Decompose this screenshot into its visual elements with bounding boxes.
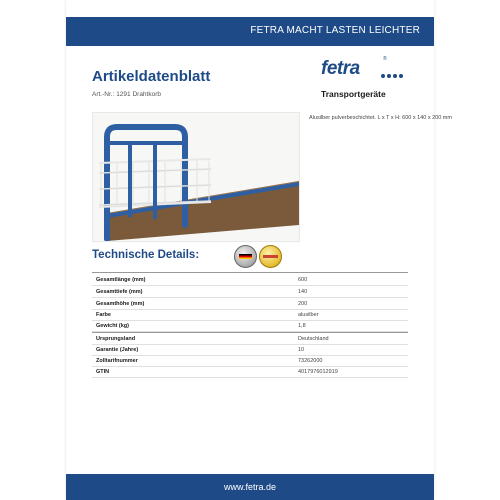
document-title: Artikeldatenblatt bbox=[92, 68, 211, 85]
spec-row-color bbox=[92, 311, 408, 321]
spec-value: Deutschland bbox=[298, 336, 329, 342]
fetra-logo bbox=[321, 56, 387, 80]
spec-label: Garantie (Jahre) bbox=[96, 347, 139, 353]
header-bar bbox=[66, 17, 434, 46]
spec-row-weight bbox=[92, 322, 408, 332]
spec-row-depth bbox=[92, 288, 408, 298]
spec-value: 140 bbox=[298, 289, 308, 295]
logo-subtitle: Transportgeräte bbox=[321, 89, 386, 99]
spec-row-gtin bbox=[92, 368, 408, 378]
data-sheet-page bbox=[66, 0, 452, 500]
spec-value: 200 bbox=[298, 301, 308, 307]
logo-dots bbox=[381, 74, 403, 78]
spec-value: 1,8 bbox=[298, 323, 306, 329]
spec-value: 73262000 bbox=[298, 358, 323, 364]
spec-label: Farbe bbox=[96, 312, 111, 318]
specs-group-rule bbox=[92, 332, 408, 333]
german-quality-badge-icon bbox=[234, 245, 257, 268]
spec-label: Gewicht (kg) bbox=[96, 323, 130, 329]
spec-label: Gesamtlänge (mm) bbox=[96, 277, 146, 283]
technical-heading: Technische Details: bbox=[92, 249, 200, 261]
spec-label: GTIN bbox=[96, 369, 110, 375]
spec-value: 10 bbox=[298, 347, 305, 353]
spec-label: Ursprungsland bbox=[96, 336, 136, 342]
product-description: Alusilber pulverbeschichtet. L x T x H: 600 x 140 x 200 mm bbox=[309, 115, 452, 121]
wire-basket-illustration bbox=[93, 113, 299, 241]
footer-bar bbox=[66, 474, 434, 500]
article-number: Art.-Nr.: 1291 Drahtkorb bbox=[92, 91, 161, 98]
spec-row-origin bbox=[92, 335, 408, 345]
header-slogan: FETRA MACHT LASTEN LEICHTER bbox=[250, 25, 420, 36]
footer-url[interactable]: www.fetra.de bbox=[223, 482, 277, 492]
spec-label: Gesamttiefe (mm) bbox=[96, 289, 143, 295]
spec-row-height bbox=[92, 300, 408, 310]
spec-value: alusilber bbox=[298, 312, 319, 318]
spec-value: 600 bbox=[298, 277, 308, 283]
spec-row-customs bbox=[92, 357, 408, 367]
spec-value: 4017976012919 bbox=[298, 369, 338, 375]
warranty-badge-icon bbox=[259, 245, 282, 268]
spec-row-warranty bbox=[92, 346, 408, 356]
product-photo bbox=[92, 112, 300, 242]
specs-top-rule bbox=[92, 272, 408, 273]
logo-registered: ® bbox=[383, 56, 387, 62]
spec-label: Gesamthöhe (mm) bbox=[96, 301, 145, 307]
spec-row-length bbox=[92, 276, 408, 286]
logo-word: fetra bbox=[321, 58, 360, 79]
spec-label: Zolltarifnummer bbox=[96, 358, 138, 364]
